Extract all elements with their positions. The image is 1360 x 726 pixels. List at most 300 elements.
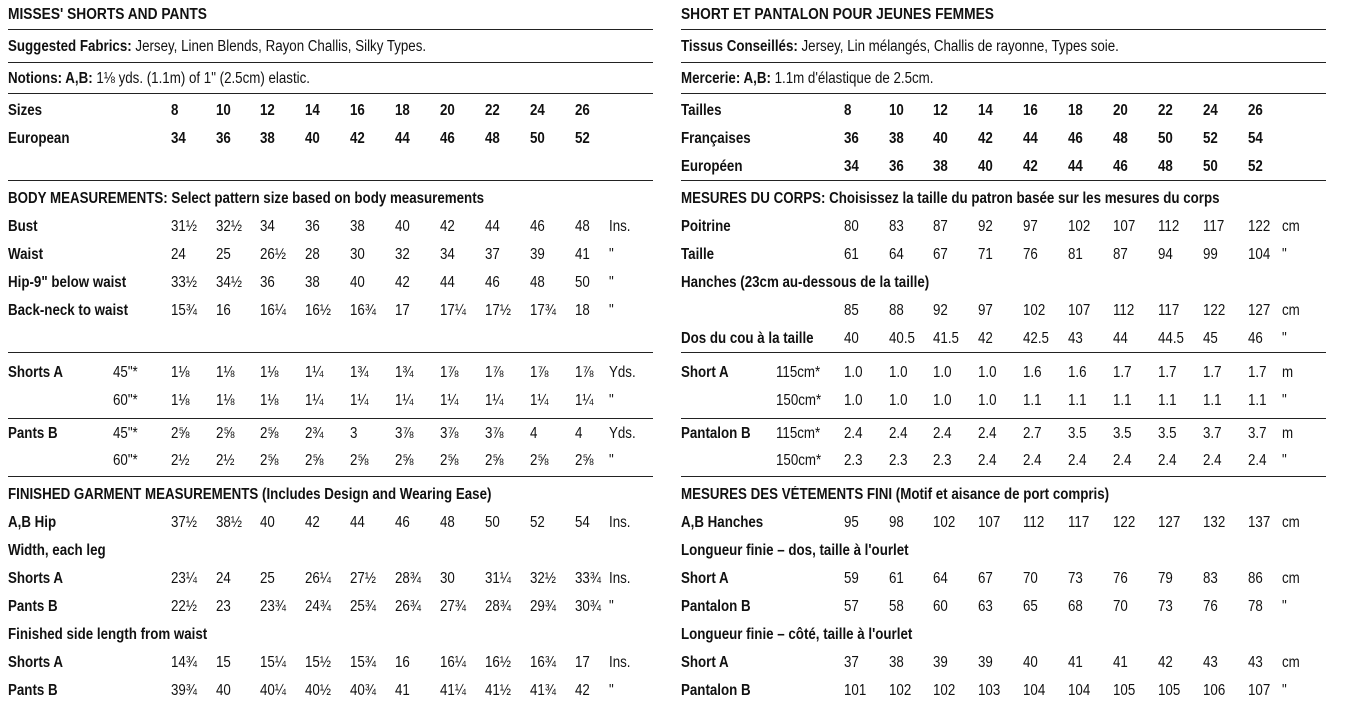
cell-value: 2½ — [171, 452, 190, 469]
cell-value: 94 — [1158, 246, 1173, 263]
cell-value: 1.1 — [1203, 392, 1222, 409]
cell-value: 76 — [1203, 598, 1218, 615]
europeen-size-value: 46 — [1113, 158, 1128, 175]
francaises-size-value: 38 — [889, 130, 904, 147]
cell-value: 15¾ — [171, 302, 197, 319]
finished-row-label: A,B Hip — [8, 514, 57, 531]
size-value: 26 — [1248, 102, 1263, 119]
cell-value: 1¼ — [485, 392, 504, 409]
francaises-size-value: 42 — [978, 130, 993, 147]
cell-value: 1¼ — [440, 392, 459, 409]
cell-unit: " — [609, 682, 614, 699]
cell-value: 102 — [933, 682, 956, 699]
cell-unit: cm — [1282, 570, 1300, 587]
sizes-label: Sizes — [8, 102, 43, 119]
europeen-size-value: 36 — [889, 158, 904, 175]
cell-unit: Ins. — [609, 514, 631, 531]
cell-unit: cm — [1282, 514, 1300, 531]
cell-value: 42 — [305, 514, 320, 531]
cell-value: 97 — [1023, 218, 1038, 235]
cell-value: 132 — [1203, 514, 1226, 531]
size-value: 12 — [260, 102, 275, 119]
finished-row-label: Short A — [681, 654, 729, 671]
finished-measurements-note: (Motif et aisance de port compris) — [895, 486, 1110, 503]
garment-yardage-label: Short A — [681, 364, 729, 381]
cell-value: 73 — [1068, 570, 1083, 587]
cell-value: 52 — [530, 514, 545, 531]
cell-value: 81 — [1068, 246, 1083, 263]
cell-value: 40¼ — [260, 682, 286, 699]
cell-value: 17½ — [485, 302, 511, 319]
cell-value: 17 — [395, 302, 410, 319]
cell-value: 28¾ — [395, 570, 421, 587]
body-measurements-title: BODY MEASUREMENTS: Select pattern size based on body measurements — [8, 190, 485, 207]
cell-value: 1⅛ — [171, 392, 190, 409]
cell-value: 68 — [1068, 598, 1083, 615]
cell-value: 71 — [978, 246, 993, 263]
cell-value: 1¼ — [395, 392, 414, 409]
cell-unit: " — [609, 392, 614, 409]
cell-value: 17¼ — [440, 302, 466, 319]
cell-value: 24¾ — [305, 598, 331, 615]
cell-value: 43 — [1068, 330, 1083, 347]
cell-value: 1.6 — [1068, 364, 1087, 381]
cell-unit: Ins. — [609, 218, 631, 235]
cell-value: 43 — [1203, 654, 1218, 671]
cell-value: 95 — [844, 514, 859, 531]
cell-value: 34 — [440, 246, 455, 263]
finished-row-label: Longueur finie – dos, taille à l'ourlet — [681, 542, 909, 559]
cell-value: 3.5 — [1113, 425, 1132, 442]
cell-unit: Yds. — [609, 364, 636, 381]
cell-value: 2⅝ — [485, 452, 504, 469]
size-value: 18 — [395, 102, 410, 119]
cell-value: 3.7 — [1248, 425, 1267, 442]
cell-value: 44 — [440, 274, 455, 291]
french-size-chart — [681, 0, 1326, 726]
finished-measurements-note: (Includes Design and Wearing Ease) — [262, 486, 492, 503]
cell-value: 117 — [1203, 218, 1225, 235]
cell-value: 102 — [889, 682, 912, 699]
cell-value: 101 — [844, 682, 867, 699]
cell-value: 16 — [395, 654, 410, 671]
cell-value: 92 — [978, 218, 993, 235]
cell-value: 42 — [1158, 654, 1173, 671]
cell-value: 2⅝ — [395, 452, 414, 469]
cell-value: 23¾ — [260, 598, 286, 615]
cell-value: 42 — [440, 218, 455, 235]
cell-value: 44 — [1113, 330, 1128, 347]
cell-unit: " — [609, 302, 614, 319]
cell-value: 1.0 — [978, 364, 997, 381]
tissus-conseilles-label: Tissus Conseillés: — [681, 38, 798, 55]
cell-value: 104 — [1068, 682, 1091, 699]
fabric-width: 115cm* — [776, 425, 821, 442]
cell-value: 1⅞ — [575, 364, 594, 381]
cell-value: 2.4 — [978, 425, 997, 442]
cell-value: 3⅞ — [395, 425, 414, 442]
finished-row-label: Short A — [681, 570, 729, 587]
cell-value: 76 — [1023, 246, 1038, 263]
cell-value: 1¼ — [530, 392, 549, 409]
cell-value: 1.1 — [1158, 392, 1177, 409]
finished-measurements-heading — [8, 486, 491, 504]
cell-value: 57 — [844, 598, 859, 615]
cell-value: 27¾ — [440, 598, 466, 615]
finished-row-label: Shorts A — [8, 654, 64, 671]
cell-value: 122 — [1248, 218, 1271, 235]
cell-value: 59 — [844, 570, 859, 587]
cell-value: 83 — [889, 218, 904, 235]
size-value: 22 — [1158, 102, 1173, 119]
cell-value: 2⅝ — [216, 425, 235, 442]
fabric-width: 115cm* — [776, 364, 821, 381]
size-value: 14 — [978, 102, 993, 119]
divider — [681, 476, 1326, 477]
finished-row-label: Width, each leg — [8, 542, 106, 559]
cell-value: 117 — [1158, 302, 1180, 319]
cell-value: 17 — [575, 654, 590, 671]
cell-unit: " — [609, 598, 614, 615]
cell-value: 1⅛ — [260, 364, 279, 381]
body-row-label: Poitrine — [681, 218, 731, 235]
cell-value: 46 — [395, 514, 410, 531]
cell-value: 67 — [933, 246, 948, 263]
cell-value: 16½ — [305, 302, 331, 319]
cell-value: 45 — [1203, 330, 1218, 347]
cell-value: 112 — [1158, 218, 1180, 235]
cell-value: 103 — [978, 682, 1001, 699]
cell-value: 38½ — [216, 514, 242, 531]
cell-value: 25 — [260, 570, 275, 587]
cell-value: 1.0 — [978, 392, 997, 409]
cell-unit: " — [609, 452, 614, 469]
cell-value: 39 — [530, 246, 545, 263]
cell-value: 16¾ — [530, 654, 556, 671]
european-size-value: 48 — [485, 130, 500, 147]
cell-value: 137 — [1248, 514, 1271, 531]
cell-value: 92 — [933, 302, 948, 319]
cell-value: 41 — [1113, 654, 1128, 671]
cell-value: 39 — [978, 654, 993, 671]
fabric-width: 45"* — [113, 364, 138, 381]
europeen-size-value: 34 — [844, 158, 859, 175]
cell-value: 1¾ — [395, 364, 414, 381]
cell-value: 15 — [216, 654, 231, 671]
europeen-size-value: 40 — [978, 158, 993, 175]
cell-value: 25 — [216, 246, 231, 263]
european-label: European — [8, 130, 70, 147]
cell-value: 2⅝ — [171, 425, 190, 442]
cell-value: 15½ — [305, 654, 331, 671]
cell-value: 40.5 — [889, 330, 915, 347]
cell-value: 1⅛ — [216, 392, 235, 409]
cell-value: 2.3 — [889, 452, 908, 469]
divider — [681, 62, 1326, 63]
european-size-value: 40 — [305, 130, 320, 147]
cell-value: 32 — [395, 246, 410, 263]
fabric-width: 150cm* — [776, 452, 822, 469]
cell-value: 2.4 — [1068, 452, 1087, 469]
europeen-label: Européen — [681, 158, 743, 175]
cell-value: 104 — [1023, 682, 1046, 699]
body-row-label: Bust — [8, 218, 38, 235]
cell-value: 106 — [1203, 682, 1226, 699]
notions-text: 1⅛ yds. (1.1m) of 1" (2.5cm) elastic. — [92, 70, 311, 87]
cell-value: 33½ — [171, 274, 197, 291]
cell-value: 67 — [978, 570, 993, 587]
cell-value: 1.1 — [1068, 392, 1087, 409]
page-title: MISSES' SHORTS AND PANTS — [8, 6, 207, 23]
cell-value: 63 — [978, 598, 993, 615]
cell-value: 46 — [1248, 330, 1263, 347]
tissus-conseilles-text: Jersey, Lin mélangés, Challis de rayonne, Types soie. — [797, 38, 1119, 55]
cell-value: 73 — [1158, 598, 1173, 615]
cell-value: 78 — [1248, 598, 1263, 615]
cell-value: 26¾ — [395, 598, 421, 615]
finished-measurements-title: FINISHED GARMENT MEASUREMENTS — [8, 486, 259, 503]
cell-value: 50 — [485, 514, 500, 531]
european-size-value: 46 — [440, 130, 455, 147]
cell-value: 87 — [933, 218, 948, 235]
cell-value: 27½ — [350, 570, 376, 587]
cell-value: 48 — [440, 514, 455, 531]
european-size-value: 52 — [575, 130, 590, 147]
tailles-label: Tailles — [681, 102, 722, 119]
suggested-fabrics — [8, 38, 426, 56]
cell-value: 1⅞ — [485, 364, 504, 381]
size-value: 20 — [1113, 102, 1128, 119]
cell-value: 16¼ — [260, 302, 286, 319]
size-value: 16 — [1023, 102, 1038, 119]
cell-value: 1⅛ — [260, 392, 279, 409]
cell-value: 41 — [395, 682, 410, 699]
cell-value: 70 — [1113, 598, 1128, 615]
european-size-value: 34 — [171, 130, 186, 147]
finished-row-label: Pantalon B — [681, 682, 751, 699]
cell-value: 1.7 — [1203, 364, 1222, 381]
body-row-label: Waist — [8, 246, 44, 263]
cell-value: 1.7 — [1113, 364, 1132, 381]
cell-value: 22½ — [171, 598, 197, 615]
cell-value: 79 — [1158, 570, 1173, 587]
cell-value: 24 — [216, 570, 231, 587]
finished-row-label: Pants B — [8, 682, 58, 699]
divider — [681, 29, 1326, 30]
europeen-size-value: 44 — [1068, 158, 1083, 175]
cell-value: 24 — [171, 246, 186, 263]
size-value: 12 — [933, 102, 948, 119]
francaises-size-value: 54 — [1248, 130, 1263, 147]
european-size-value: 42 — [350, 130, 365, 147]
cell-value: 2½ — [216, 452, 235, 469]
cell-value: 4 — [575, 425, 583, 442]
size-value: 22 — [485, 102, 500, 119]
cell-value: 46 — [485, 274, 500, 291]
cell-value: 1¾ — [350, 364, 369, 381]
size-value: 20 — [440, 102, 455, 119]
cell-value: 42 — [575, 682, 590, 699]
cell-value: 23 — [216, 598, 231, 615]
cell-value: 2⅝ — [575, 452, 594, 469]
cell-value: 31¼ — [485, 570, 511, 587]
cell-value: 30¾ — [575, 598, 601, 615]
garment-yardage-label: Pants B — [8, 425, 58, 442]
cell-value: 39 — [933, 654, 948, 671]
body-row-label: Back-neck to waist — [8, 302, 129, 319]
size-value: 10 — [216, 102, 231, 119]
cell-unit: m — [1282, 425, 1294, 442]
european-size-value: 38 — [260, 130, 275, 147]
cell-value: 112 — [1113, 302, 1135, 319]
divider — [681, 418, 1326, 419]
cell-value: 2.4 — [978, 452, 997, 469]
cell-value: 3⅞ — [440, 425, 459, 442]
cell-value: 122 — [1203, 302, 1226, 319]
fabric-width: 150cm* — [776, 392, 822, 409]
cell-unit: Ins. — [609, 570, 631, 587]
europeen-size-value: 50 — [1203, 158, 1218, 175]
english-size-chart — [8, 0, 653, 726]
cell-value: 37 — [844, 654, 859, 671]
finished-measurements-title: MESURES DES VÉTEMENTS FINI — [681, 486, 893, 503]
mercerie — [681, 70, 933, 88]
cell-unit: cm — [1282, 218, 1300, 235]
europeen-size-value: 38 — [933, 158, 948, 175]
francaises-size-value: 48 — [1113, 130, 1128, 147]
cell-value: 3 — [350, 425, 358, 442]
divider — [681, 352, 1326, 353]
cell-value: 102 — [1068, 218, 1091, 235]
divider — [8, 180, 653, 181]
divider — [8, 476, 653, 477]
cell-value: 1.0 — [889, 392, 908, 409]
cell-unit: m — [1282, 364, 1294, 381]
cell-value: 2.4 — [1248, 452, 1267, 469]
notions-label: Notions: A,B: — [8, 70, 93, 87]
notions — [8, 70, 310, 88]
cell-value: 64 — [889, 246, 904, 263]
cell-value: 31½ — [171, 218, 197, 235]
cell-value: 61 — [844, 246, 859, 263]
cell-value: 16 — [216, 302, 231, 319]
cell-value: 16½ — [485, 654, 511, 671]
cell-unit: cm — [1282, 654, 1300, 671]
cell-value: 2.7 — [1023, 425, 1042, 442]
cell-value: 3⅞ — [485, 425, 504, 442]
cell-value: 29¾ — [530, 598, 556, 615]
cell-value: 41.5 — [933, 330, 959, 347]
cell-value: 2⅝ — [305, 452, 324, 469]
cell-value: 42.5 — [1023, 330, 1049, 347]
cell-value: 107 — [1248, 682, 1271, 699]
mesures-du-corps-title: MESURES DU CORPS: Choisissez la taille du patron basée sur les mesures du corps — [681, 190, 1220, 207]
size-value: 8 — [171, 102, 179, 119]
cell-value: 1.7 — [1248, 364, 1267, 381]
cell-value: 1⅛ — [171, 364, 190, 381]
cell-unit: " — [1282, 598, 1287, 615]
cell-value: 40½ — [305, 682, 331, 699]
cell-value: 44.5 — [1158, 330, 1184, 347]
cell-value: 3.5 — [1158, 425, 1177, 442]
cell-value: 2⅝ — [260, 452, 279, 469]
cell-unit: " — [1282, 330, 1287, 347]
cell-value: 32½ — [530, 570, 556, 587]
europeen-size-value: 42 — [1023, 158, 1038, 175]
cell-value: 2¾ — [305, 425, 324, 442]
mercerie-label: Mercerie: A,B: — [681, 70, 771, 87]
european-size-value: 36 — [216, 130, 231, 147]
cell-value: 98 — [889, 514, 904, 531]
garment-yardage-label: Pantalon B — [681, 425, 751, 442]
cell-value: 4 — [530, 425, 538, 442]
suggested-fabrics-text: Jersey, Linen Blends, Rayon Challis, Silky Types. — [131, 38, 427, 55]
cell-value: 2.4 — [1113, 452, 1132, 469]
cell-value: 17¾ — [530, 302, 556, 319]
body-row-label: Taille — [681, 246, 715, 263]
cell-value: 1.1 — [1248, 392, 1267, 409]
cell-value: 48 — [530, 274, 545, 291]
cell-value: 48 — [575, 218, 590, 235]
cell-value: 1.0 — [889, 364, 908, 381]
cell-value: 42 — [978, 330, 993, 347]
cell-value: 41 — [1068, 654, 1083, 671]
cell-value: 41¼ — [440, 682, 466, 699]
size-value: 18 — [1068, 102, 1083, 119]
cell-value: 2.4 — [889, 425, 908, 442]
cell-value: 40 — [844, 330, 859, 347]
cell-value: 43 — [1248, 654, 1263, 671]
cell-value: 42 — [395, 274, 410, 291]
cell-value: 1.0 — [844, 364, 863, 381]
cell-value: 1.7 — [1158, 364, 1177, 381]
cell-value: 37 — [485, 246, 500, 263]
cell-value: 41½ — [485, 682, 511, 699]
divider — [8, 418, 653, 419]
cell-value: 2.4 — [1203, 452, 1222, 469]
cell-value: 1¼ — [305, 392, 324, 409]
cell-value: 40 — [350, 274, 365, 291]
fabric-width: 60"* — [113, 452, 138, 469]
body-row-label: Hip-9" below waist — [8, 274, 127, 291]
europeen-size-value: 52 — [1248, 158, 1263, 175]
cell-value: 64 — [933, 570, 948, 587]
divider — [681, 93, 1326, 94]
francaises-size-value: 50 — [1158, 130, 1173, 147]
cell-unit: Ins. — [609, 654, 631, 671]
cell-value: 1.1 — [1113, 392, 1132, 409]
divider — [8, 93, 653, 94]
cell-value: 2⅝ — [530, 452, 549, 469]
finished-row-label: Pantalon B — [681, 598, 751, 615]
finished-row-label: Longueur finie – côté, taille à l'ourlet — [681, 626, 913, 643]
cell-value: 112 — [1023, 514, 1045, 531]
cell-value: 32½ — [216, 218, 242, 235]
cell-value: 104 — [1248, 246, 1271, 263]
cell-value: 14¾ — [171, 654, 197, 671]
cell-value: 1.0 — [844, 392, 863, 409]
cell-value: 38 — [350, 218, 365, 235]
francaises-label: Françaises — [681, 130, 751, 147]
cell-value: 105 — [1158, 682, 1181, 699]
cell-value: 37½ — [171, 514, 197, 531]
fabric-width: 45"* — [113, 425, 138, 442]
cell-value: 54 — [575, 514, 590, 531]
page-title: SHORT ET PANTALON POUR JEUNES FEMMES — [681, 6, 994, 23]
cell-value: 61 — [889, 570, 904, 587]
cell-value: 58 — [889, 598, 904, 615]
cell-value: 70 — [1023, 570, 1038, 587]
